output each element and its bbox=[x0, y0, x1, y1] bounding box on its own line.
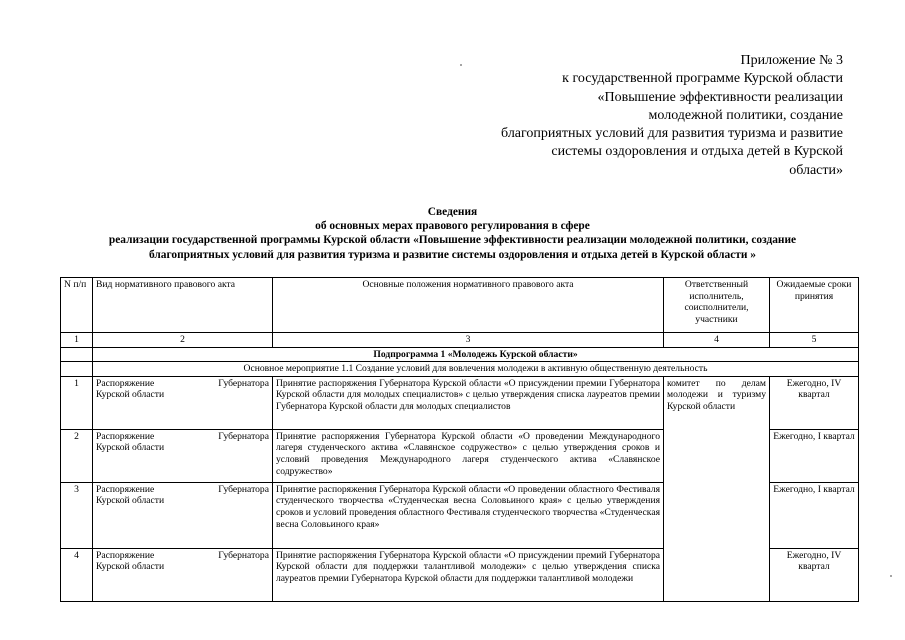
kind-word: Курской области bbox=[96, 442, 165, 454]
subprogram-row bbox=[61, 347, 859, 362]
row-term: Ежегодно, I квартал bbox=[770, 429, 859, 482]
column-number-row bbox=[61, 333, 859, 348]
row-num: 2 bbox=[61, 429, 93, 482]
main-activity-title: Основное мероприятие 1.1 Создание условий для вовлечения молодежи в активную общественную деятельность bbox=[93, 362, 859, 377]
main-activity-num-cell bbox=[61, 362, 93, 377]
header-terms: Ожидаемые сроки принятия bbox=[770, 278, 859, 333]
subprogram-num-cell bbox=[61, 347, 93, 362]
column-number: 5 bbox=[770, 333, 859, 348]
title-line: реализации государственной программы Курской области «Повышение эффективности реализации молодежной политики, создание bbox=[108, 234, 797, 247]
title-line: об основных мерах правового регулирования в сфере bbox=[315, 220, 590, 233]
column-number: 1 bbox=[61, 333, 93, 348]
appendix-line: благоприятных условий для развития туризма и развитие bbox=[501, 126, 843, 142]
column-number: 4 bbox=[664, 333, 770, 348]
appendix-line: молодежной политики, создание bbox=[648, 107, 843, 123]
row-provision: Принятие распоряжения Губернатора Курской области «О проведении Международного лагеря студенческого актива «Славянское содружество» с целью утверждения сроков и условий проведения Международного лагеря студенческого актива «Славянское содружество» bbox=[273, 429, 664, 482]
document-title bbox=[40, 205, 865, 262]
column-number: 3 bbox=[273, 333, 664, 348]
column-number: 2 bbox=[93, 333, 273, 348]
kind-word: Курской области bbox=[96, 389, 165, 401]
table-row bbox=[61, 376, 859, 429]
scan-speck bbox=[890, 575, 892, 577]
row-num: 3 bbox=[61, 482, 93, 548]
appendix-line: системы оздоровления и отдыха детей в Курской bbox=[551, 144, 843, 160]
header-num: N п/п bbox=[61, 278, 93, 333]
kind-word: Губернатора bbox=[218, 377, 269, 389]
kind-word: Распоряжение bbox=[96, 483, 155, 495]
appendix-line: Приложение № 3 bbox=[740, 53, 843, 68]
row-provision: Принятие распоряжения Губернатора Курской области «О присуждении премии Губернатора Курской области для молодых специалистов» с целью утверждения списка лауреатов премии Губернатора Курской области для молодых специалистов bbox=[273, 376, 664, 429]
row-num: 4 bbox=[61, 548, 93, 601]
row-kind bbox=[93, 548, 273, 601]
row-term: Ежегодно, IV квартал bbox=[770, 376, 859, 429]
row-provision: Принятие распоряжения Губернатора Курской области «О присуждении премий Губернатора Курской области для поддержки талантливой молодежи» с целью утверждения списка лауреатов премии Губернатора Курской области для поддержки талантливой молодежи bbox=[273, 548, 664, 601]
kind-word: Распоряжение bbox=[96, 377, 155, 389]
kind-word: Распоряжение bbox=[96, 430, 155, 442]
kind-word: Губернатора bbox=[218, 549, 269, 561]
row-num: 1 bbox=[61, 376, 93, 429]
appendix-line: области» bbox=[789, 162, 843, 178]
appendix-line: «Повышение эффективности реализации bbox=[597, 89, 843, 105]
kind-word: Курской области bbox=[96, 495, 165, 507]
row-term: Ежегодно, I квартал bbox=[770, 482, 859, 548]
row-term: Ежегодно, IV квартал bbox=[770, 548, 859, 601]
header-executor: Ответственный исполнитель, соисполнители, участники bbox=[664, 278, 770, 333]
measures-table bbox=[60, 277, 859, 602]
row-kind bbox=[93, 482, 273, 548]
header-provisions: Основные положения нормативного правового акта bbox=[273, 278, 664, 333]
appendix-header bbox=[423, 52, 843, 180]
header-kind: Вид нормативного правового акта bbox=[93, 278, 273, 333]
row-kind bbox=[93, 376, 273, 429]
table-header-row bbox=[61, 278, 859, 333]
row-provision: Принятие распоряжения Губернатора Курской области «О проведении областного Фестиваля студенческого творчества «Студенческая весна Соловьиного края» с целью утверждения сроков и условий проведения областного Фестиваля студенческого творчества «Студенческая весна Соловьиного края» bbox=[273, 482, 664, 548]
row-executor: комитет по делам молодежи и туризму Курской области bbox=[664, 376, 770, 601]
kind-word: Губернатора bbox=[218, 483, 269, 495]
title-line: благоприятных условий для развития туризма и развитие системы оздоровления и отдыха детей в Курской области » bbox=[149, 248, 756, 261]
appendix-line: к государственной программе Курской области bbox=[562, 71, 843, 87]
kind-word: Распоряжение bbox=[96, 549, 155, 561]
main-activity-row bbox=[61, 362, 859, 377]
kind-word: Губернатора bbox=[218, 430, 269, 442]
row-kind bbox=[93, 429, 273, 482]
kind-word: Курской области bbox=[96, 561, 165, 573]
subprogram-title: Подпрограмма 1 «Молодежь Курской области» bbox=[93, 347, 859, 362]
scan-speck bbox=[460, 64, 462, 66]
title-line: Сведения bbox=[427, 206, 478, 218]
